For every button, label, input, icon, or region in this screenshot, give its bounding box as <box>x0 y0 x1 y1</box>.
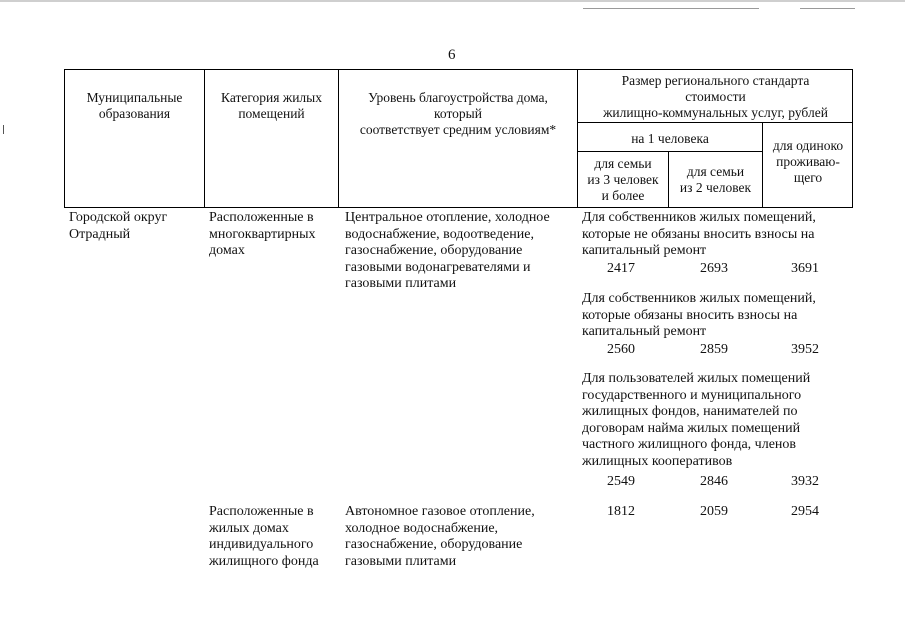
scan-artifact-line <box>583 8 759 9</box>
header-per-person: на 1 человека <box>631 131 709 146</box>
scan-top-edge <box>0 0 905 2</box>
row2-category: Расположенные в жилых домах индивидуального жилищного фонда <box>209 504 319 569</box>
header-level: Уровень благоустройства дома, который соответствует средним условиям* <box>359 90 557 137</box>
table-header <box>64 69 853 208</box>
row2-single: 2954 <box>791 504 819 519</box>
page-number: 6 <box>448 47 456 63</box>
row1-level: Центральное отопление, холодное водоснабжение, водоотведение, газоснабжение, оборудование газовыми водонагревателями и газовыми плитами <box>345 210 550 291</box>
row1-category: Расположенные в многоквартирных домах <box>209 210 316 258</box>
row1-group3-family3: 2549 <box>607 474 635 489</box>
margin-mark <box>3 125 4 134</box>
row1-group2-single: 3952 <box>791 342 819 357</box>
row1-group3-single: 3932 <box>791 474 819 489</box>
scan-artifact-line <box>800 8 855 9</box>
row1-group2-family3: 2560 <box>607 342 635 357</box>
row1-group1-family2: 2693 <box>700 261 728 276</box>
row1-group1-family3: 2417 <box>607 261 635 276</box>
row2-family3: 1812 <box>607 504 635 519</box>
row1-group2-family2: 2859 <box>700 342 728 357</box>
header-single: для одиноко проживаю- щего <box>772 138 844 185</box>
row1-group1-label: Для собственников жилых помещений, которые не обязаны вносить взносы на капитальный ремонт <box>582 210 816 258</box>
row1-municipality: Городской округ Отрадный <box>69 210 168 242</box>
row1-group1-single: 3691 <box>791 261 819 276</box>
row1-group3-label: Для пользователей жилых помещений государственного и муниципального жилищных фондов, нанимателей по договорам найма жилых помещений частного жилищного фонда, членов жилищных кооперативов <box>582 371 811 469</box>
row1-group2-label: Для собственников жилых помещений, которые обязаны вносить взносы на капитальный ремонт <box>582 291 816 339</box>
header-family2: для семьи из 2 человек <box>679 164 752 195</box>
header-standard: Размер регионального стандарта стоимости жилищно-коммунальных услуг, рублей <box>603 73 828 120</box>
row1-group3-family2: 2846 <box>700 474 728 489</box>
header-family3: для семьи из 3 человек и более <box>587 156 659 203</box>
row2-family2: 2059 <box>700 504 728 519</box>
row-divider <box>577 151 763 152</box>
header-category: Категория жилых помещений <box>221 90 322 121</box>
row2-level: Автономное газовое отопление, холодное водоснабжение, газоснабжение, оборудование газовыми плитами <box>345 504 535 569</box>
row-divider <box>577 122 853 123</box>
header-municipal: Муниципальные образования <box>86 90 183 121</box>
